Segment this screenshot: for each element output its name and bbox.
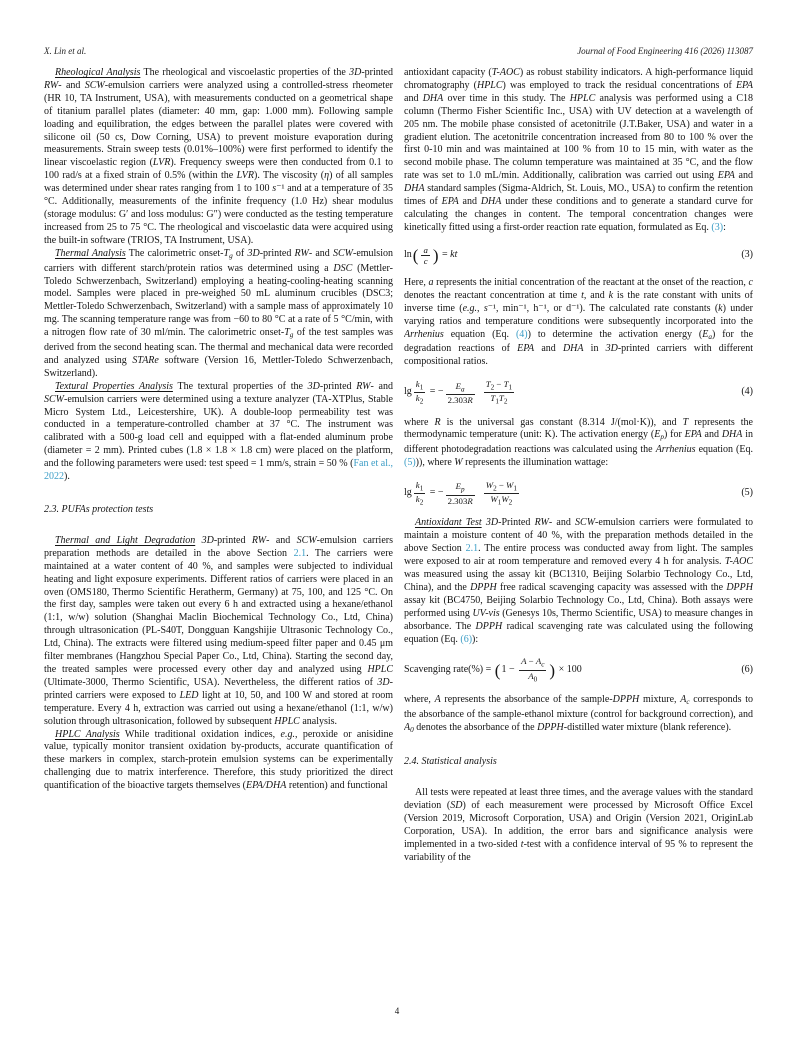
page-number: 4: [394, 1006, 400, 1016]
section-heading: 2.3. PUFAs protection tests: [44, 504, 154, 515]
math-symbol: 2: [503, 397, 508, 406]
citation-link[interactable]: 2.1: [465, 543, 479, 555]
text-run: STARe: [132, 354, 159, 366]
text-run: RW: [356, 380, 371, 392]
text-run: of the test samples was derived from the second heating scan. The thermal and mechanical data were recorded and analyzed using: [44, 327, 393, 366]
text-run: 3D: [307, 380, 320, 392]
fraction: [421, 245, 429, 267]
math-symbol: T: [503, 379, 509, 390]
text-run: 3D: [349, 67, 362, 78]
text-run: represents the illumination wattage:: [462, 457, 609, 469]
text-run: HPLC: [476, 79, 503, 91]
text-run: -printed: [361, 67, 393, 78]
text-run: where,: [404, 693, 435, 705]
math-symbol: T: [490, 393, 496, 404]
text-run: ) of all samples was determined under shear rates ranging from 1 to 100: [44, 170, 393, 195]
text-run: Textural Properties Analysis: [55, 380, 173, 392]
math-symbol: 2: [490, 383, 495, 392]
text-run: e.g.: [462, 302, 478, 314]
text-run: SCW: [44, 393, 64, 405]
text-run: A: [404, 721, 411, 733]
equation-number: (6): [741, 663, 753, 675]
text-run: DPPH: [470, 581, 497, 593]
text-run: ) for: [663, 429, 685, 441]
text-run: antioxidant capacity (: [404, 67, 492, 78]
text-run: Here,: [404, 276, 429, 288]
text-run: ) of each measurement were processed by Microsoft Office Excel (Version 2019, Microsoft Corporation, USA) and Origin (Version 2021, OriginLab Corporation, USA). In addition, the error bars and significance analysis were implemented in a two-sided: [404, 800, 753, 850]
text-run: software (Version 16, Mettler-Toledo Schwerzenbach, Switzerland).: [44, 354, 393, 379]
text-run: -emulsion carriers were determined using a texture analyzer (TA-XTPlus, Stable Micro System Ltd., Leicestershire, UK). A double-loop permeability test was conducted in a temperature-controlled chamber at 37 °C. The instrument was calibrated with a 500-g load cell and equipped with a flat-ended aluminum probe (diameter = 2 mm). Printed cubes (1.8 × 1.8 × 1.8 cm) were placed on the platform, and the following parameters were used: test speed = 1 mm/s, strain = 50 % (: [44, 393, 393, 470]
text-run: equation (Eq.: [443, 328, 516, 340]
text-run: The rheological and viscoelastic properties of the: [140, 67, 350, 78]
text-run: where: [404, 416, 435, 428]
text-run: c: [748, 276, 753, 288]
math-symbol: × 100: [556, 663, 582, 675]
equation: [404, 656, 753, 683]
math-symbol: 2: [493, 484, 497, 493]
text-run: SCW: [296, 534, 317, 546]
text-run: ). Frequency sweeps were then conducted from 0.1 to 100 rad/s at a fixed strain of 0.5% (within the: [44, 157, 393, 182]
math-symbol: k: [415, 480, 420, 491]
text-run: ) under varying ratios and temperature conditions were subsequently incorporated into the: [404, 302, 753, 327]
text-run: 3D: [605, 343, 618, 355]
fraction: [446, 381, 475, 406]
text-run: corresponds to the absorbance of the sample-ethanol mixture (control for background correction), and: [404, 693, 753, 720]
fraction: [519, 656, 546, 683]
text-run: RW: [534, 517, 549, 529]
paragraph: [404, 517, 753, 646]
text-run: -test with a confidence interval of 95 % to represent the variability of the: [404, 839, 753, 863]
text-run: ) for the degradation reactions of: [404, 328, 753, 355]
math-symbol: 1: [495, 397, 499, 406]
text-run: T: [223, 247, 230, 259]
math-symbol: 1: [497, 498, 502, 507]
citation-link[interactable]: 2.1: [293, 547, 307, 559]
text-run: in: [583, 343, 606, 355]
text-columns: [44, 67, 753, 1015]
paragraph: [44, 729, 393, 794]
math-symbol: = −: [427, 487, 444, 499]
text-run: s: [272, 183, 277, 195]
math-symbol: A: [535, 656, 542, 667]
text-run: DSC: [333, 262, 353, 274]
right-column: [404, 67, 753, 1015]
text-run: LVR: [236, 170, 254, 182]
fraction: [484, 379, 514, 406]
text-run: - and: [548, 517, 576, 529]
text-run: SCW: [575, 517, 596, 529]
text-run: - and: [308, 247, 333, 259]
text-run: DPPH: [475, 620, 503, 632]
text-run: The calorimetric onset-: [125, 247, 224, 259]
fraction: [446, 481, 475, 506]
text-run: η: [324, 170, 330, 182]
text-run: is the rate constant with units of inverse time (: [404, 289, 753, 314]
text-run: The textural properties of the: [172, 380, 308, 392]
text-run: analysis.: [299, 715, 338, 727]
text-run: free radical scavenging capacity was assessed with the: [496, 581, 727, 593]
math-symbol: c: [423, 256, 428, 267]
math-symbol: 2: [419, 397, 424, 406]
math-symbol: 2: [508, 498, 513, 507]
text-run: assay kit (BC4750, Beijing Solarbio Technology Co., Ltd, China). Both assays were performed using: [404, 594, 753, 619]
text-run: -printed: [213, 534, 252, 546]
text-run: RW: [251, 534, 267, 546]
parenthesis: (: [412, 246, 419, 266]
text-run: EPA: [441, 196, 459, 208]
text-run: -emulsion carriers were formulated to maintain a moisture content of 40 %, with the preparation methods detailed in the above Section: [404, 517, 753, 555]
text-run: ⁻¹: [276, 183, 285, 195]
text-run: represents the thermodynamic temperature (unit: K). The activation energy (: [404, 416, 753, 441]
text-run: in different photodegradation reactions was calculated using the: [404, 429, 753, 456]
math-symbol: E: [455, 481, 462, 492]
math-symbol: W: [490, 494, 498, 505]
math-symbol: W: [485, 480, 494, 491]
math-symbol: p: [461, 485, 465, 494]
text-run: HPLC: [274, 715, 300, 727]
math-symbol: 2.303: [447, 394, 468, 405]
text-run: T: [682, 416, 689, 428]
parenthesis: ): [549, 660, 556, 680]
math-symbol: R: [467, 495, 473, 506]
text-run: Thermal Analysis: [55, 247, 126, 259]
text-run: T-AOC: [724, 556, 753, 568]
text-run: radical scavenging rate was calculated using the following equation (Eq.: [404, 620, 753, 645]
text-run: ) to determine the activation energy (: [527, 328, 703, 340]
math-symbol: E: [455, 380, 462, 391]
text-run: Antioxidant Test: [415, 517, 482, 529]
text-run: mixture,: [639, 693, 681, 705]
parenthesis: ): [432, 246, 439, 266]
text-run: SCW: [84, 79, 105, 91]
text-run: ⁻¹, min⁻¹, h⁻¹, or d⁻¹). The calculated rate constants (: [487, 302, 719, 314]
math-symbol: =: [439, 249, 451, 261]
text-run: LED: [179, 689, 199, 701]
text-run: p: [660, 432, 664, 442]
text-run: -emulsion carriers preparation methods are detailed in the above Section: [44, 534, 393, 559]
equation-body: [404, 245, 457, 267]
text-run: HPLC: [367, 663, 393, 675]
text-run: retention) and functional: [286, 780, 388, 792]
equation-body: [404, 379, 516, 406]
text-run: , and: [583, 289, 609, 301]
math-symbol: kt: [450, 249, 458, 261]
text-run: EPA/DHA: [245, 780, 287, 792]
equation-number: (5): [741, 487, 753, 499]
text-run: is the universal gas constant (8.314 J/(mol·K)), and: [440, 416, 683, 428]
math-symbol: a: [423, 244, 428, 255]
citation-link[interactable]: Fan et al., 2022: [44, 458, 393, 483]
text-run: analysis was performed using a C18 column (Thermo Fisher Scientific Inc., USA) with UV detection at a wavelength of 205 nm. The mobile phase consisted of acetonitrile (J.T.Baker, USA) and water in a gradient elution. The acetonitrile concentration increased from 80 to 100 % over the first 0-10 min and was maintained at 100 % from 10 to 15 min, with water as the second mobile phase. The column temperature was maintained at 35 °C, and the flow rate was set to 1.0 mL/min. Additionally, calibration was carried out using: [404, 92, 753, 182]
fraction: [414, 480, 426, 507]
paragraph: [44, 381, 393, 484]
text-run: was measured using the assay kit (BC1310, Beijing Solarbio Technology Co., Ltd, China), and the: [404, 569, 753, 593]
text-run: (Genesys 10s, Thermo Scientific, USA) to measure changes in absorbance. The: [404, 607, 753, 632]
math-symbol: 1: [419, 383, 424, 392]
equation-number: (3): [741, 249, 753, 261]
text-run: s: [483, 302, 488, 314]
citation-link[interactable]: (4): [515, 328, 528, 340]
math-symbol: T: [498, 393, 504, 404]
text-run: c: [686, 696, 690, 706]
text-run: denotes the absorbance of the: [413, 721, 538, 733]
text-run: and: [534, 343, 563, 355]
text-run: and: [734, 170, 753, 182]
text-run: 3D: [201, 534, 214, 546]
text-run: )), where: [415, 457, 455, 469]
text-run: Thermal and Light Degradation: [55, 534, 196, 546]
text-run: T: [284, 327, 290, 339]
text-run: represents the initial concentration of the reactant at the onset of the reaction,: [433, 276, 749, 288]
text-run: DPPH: [612, 693, 640, 705]
paragraph: [404, 787, 753, 864]
text-run: DHA: [422, 92, 444, 104]
text-run: a: [708, 331, 712, 341]
fraction: [484, 480, 519, 507]
math-symbol: 2: [419, 498, 424, 507]
text-run: 0: [410, 724, 414, 734]
text-run: k: [608, 289, 614, 301]
fraction: [414, 379, 426, 406]
math-symbol: 1: [513, 484, 517, 493]
parenthesis: (: [494, 660, 501, 680]
text-run: LVR: [152, 157, 171, 169]
text-run: R: [434, 416, 441, 428]
running-author: X. Lin et al.: [44, 46, 87, 56]
text-run: -printed carriers were exposed to: [44, 676, 393, 701]
text-run: 3D: [485, 517, 499, 529]
math-symbol: lg: [404, 487, 412, 499]
text-run: over time in this study. The: [443, 92, 570, 104]
text-run: A: [434, 693, 441, 705]
text-run: and: [404, 92, 423, 104]
text-run: ):: [472, 633, 479, 645]
text-run: 3D: [377, 676, 390, 688]
paragraph: [44, 248, 393, 381]
math-symbol: c: [541, 660, 545, 669]
text-run: :: [723, 221, 726, 233]
text-run: - and: [266, 534, 297, 546]
text-run: ,: [477, 302, 484, 314]
math-symbol: W: [501, 494, 509, 505]
running-header: [44, 46, 753, 56]
text-run: - and: [58, 79, 85, 91]
math-symbol: k: [415, 494, 420, 505]
math-symbol: −: [496, 480, 507, 491]
math-symbol: −: [494, 379, 504, 390]
text-run: , peroxide or anisidine value, typically monitor transient oxidation by-products, accurate quantification of these markers in complex, starch-protein emulsion systems can be experimentally challenging due to matrix interference. Therefore, this study prioritized the direct quantification of the bioactive targets themselves (: [44, 728, 393, 792]
text-run: DPPH: [726, 581, 753, 593]
text-run: EPA: [517, 343, 535, 355]
text-run: . The carriers were maintained at a water content of 40 %, and samples were subjected to individual heating and light exposure experiments. Different ratios of carriers were placed in an oven (OMS180, Thermo Scientific Heratherm, Germany) at 75, 100, and 125 °C. On the first day, samples were taken out every 6 h and extracted using a hexane/ethanol (1:1, w/w) solution (Shanghai Maclin Biochemical Technology Co., Ltd, China) through ultrasonication (PL-S40T, Dongguan Kangshijie Ultrasonic Technology Co., Ltd, China). The extracts were filtered using medium-speed filter paper and 0.45 μm filter membranes (Hangzhou Special Paper Co., Ltd, China). Starting the second day, the treated samples were processed every other day and analyzed using: [44, 547, 393, 675]
text-run: ). The viscosity (: [254, 170, 325, 182]
text-run: under these conditions and to generate a standard curve for calculating the changes in content. The temporal concentration changes were kinetically fitted using a first-order reaction rate equation, formulated as Eq.: [404, 196, 753, 233]
text-run: a: [428, 276, 434, 288]
text-run: Arrhenius: [655, 444, 696, 456]
text-run: Arrhenius: [404, 328, 444, 340]
text-run: ) was employed to track the residual concentrations of: [502, 79, 736, 91]
text-run: and at a temperature of 35 °C. Additionally, measurements of the infinite frequency (1.0 Hz) shear modulus (storage modulus: G′ and loss modulus: G″) were conducted as the testing temperature increased from 25 to 75 °C. The rheological and viscoelastic data were acquired using the built-in software (TRIOS, TA Instrument, USA).: [44, 183, 393, 246]
text-run: -Printed: [498, 517, 535, 529]
math-symbol: 2.303: [447, 495, 468, 506]
text-run: (Mettler-Toledo Schwerzenbach, Switzerland) employing a heating-cooling-heating scanning model. Samples were placed in pre-weighed 50 mL aluminum crucibles (DSC3; Mettler-Toledo Schwerzenbach, Switzerland) with a sample mass of approximately 10 mg. The scanning temperature range was from −60 to 80 °C at a rate of 5 °C/min, with a nitrogen flow rate of 30 ml/min. The calorimetric onset-: [44, 262, 393, 339]
text-run: UV-vis: [472, 607, 500, 619]
equation: [404, 379, 753, 406]
text-run: denotes the reactant concentration at time: [404, 289, 582, 301]
math-symbol: 1: [419, 484, 424, 493]
text-run: EPA: [735, 79, 753, 91]
section-heading: 2.4. Statistical analysis: [404, 756, 497, 768]
text-run: T-AOC: [491, 67, 520, 78]
text-run: EPA: [717, 170, 735, 182]
math-symbol: A: [521, 656, 527, 667]
text-run: e.g.: [280, 728, 295, 740]
text-run: DHA: [480, 196, 502, 208]
text-run: -printed: [319, 380, 357, 392]
paragraph: [404, 277, 753, 369]
citation-link[interactable]: (5): [404, 457, 416, 469]
text-run: -emulsion carriers were analyzed using a controlled-stress rheometer (HR 10, TA Instrument, USA), with measurements conducted on a geometrical shape of titanium parallel plates (diameter: 40 mm, gap: 1.000 mm). Following sample loading and equilibration, the edges between the parallel plates were covered with silicone oil (50 cs, Dow Corning, USA) to prevent moisture evaporation during measurements. Strain sweep tests (0.01%–100%) were first performed to identify the linear viscoelastic region (: [44, 79, 393, 169]
text-run: equation (Eq.: [695, 444, 753, 456]
text-run: DPPH: [537, 721, 564, 733]
equation: [404, 480, 753, 507]
text-run: ).: [64, 471, 70, 483]
math-symbol: 1 −: [501, 663, 518, 675]
text-run: t: [520, 839, 524, 850]
text-run: A: [680, 693, 687, 705]
text-run: ) as robust stability indicators. A high-performance liquid chromatography (: [404, 67, 753, 91]
text-run: represents the absorbance of the sample-: [440, 693, 613, 705]
text-run: 3D: [247, 247, 260, 259]
math-symbol: Scavenging rate(%) =: [404, 663, 494, 675]
text-run: -printed: [259, 247, 295, 259]
citation-link[interactable]: (6): [460, 633, 473, 645]
text-run: (Ultimate-3000, Thermo Scientific, USA). Nevertheless, the different ratios of: [44, 676, 378, 688]
paragraph: [404, 67, 753, 235]
text-run: DHA: [404, 183, 425, 195]
text-run: RW: [44, 79, 59, 91]
text-run: HPLC: [569, 92, 596, 104]
text-run: g: [229, 250, 233, 260]
math-symbol: T: [485, 379, 491, 390]
text-run: standard samples (Sigma-Aldrich, St. Louis, MO., USA) to confirm the retention times of: [404, 183, 753, 208]
text-run: t: [581, 289, 584, 301]
paragraph: [404, 417, 753, 471]
text-run: SD: [450, 800, 463, 812]
text-run: and: [701, 429, 722, 441]
running-journal-title: Journal of Food Engineering 416 (2026) 113087: [577, 46, 753, 56]
text-run: DHA: [562, 343, 584, 355]
text-run: All tests were repeated at least three times, and the average values with the standard deviation (: [404, 787, 753, 812]
math-symbol: 1: [508, 383, 513, 392]
equation-body: [404, 480, 521, 507]
equation: [404, 245, 753, 267]
math-symbol: k: [415, 379, 420, 390]
text-run: SCW: [332, 247, 353, 259]
text-run: EPA: [684, 429, 702, 441]
math-symbol: a: [461, 385, 465, 394]
text-run: HPLC Analysis: [55, 728, 120, 740]
text-run: -emulsion carriers with different starch/protein ratios was determined using a: [44, 247, 393, 274]
math-symbol: R: [467, 394, 473, 405]
text-run: k: [718, 302, 723, 314]
text-run: -printed carriers with different compositional ratios.: [404, 343, 753, 368]
equation-body: [404, 656, 582, 683]
text-run: - and: [370, 380, 393, 392]
text-run: and: [458, 196, 481, 208]
text-run: E: [702, 328, 709, 340]
equation-number: (4): [741, 386, 753, 398]
text-run: W: [454, 457, 463, 469]
math-symbol: k: [415, 393, 420, 404]
math-symbol: A: [528, 670, 534, 681]
math-symbol: 0: [533, 675, 538, 684]
math-symbol: W: [506, 480, 514, 491]
paragraph: [44, 67, 393, 248]
math-symbol: ln: [404, 249, 412, 261]
text-run: DHA: [721, 429, 743, 441]
math-symbol: = −: [427, 386, 444, 398]
text-run: Rheological Analysis: [55, 67, 141, 78]
paragraph: [404, 694, 753, 737]
text-run: -distilled water mixture (blank reference).: [563, 721, 732, 733]
text-run: light at 10, 50, and 100 W and stored at room temperature. Every 4 h, extraction was carried out using a hexane/ethanol (1:1, w/w) solution through ultrasonication, followed by subsequent: [44, 689, 393, 727]
text-run: E: [654, 429, 661, 441]
paragraph: [44, 535, 393, 729]
math-symbol: −: [526, 656, 536, 667]
text-run: While traditional oxidation indices,: [119, 728, 281, 740]
left-column: [44, 67, 393, 1015]
text-run: . The entire process was conducted away from light. The samples were exposed to air at room temperature and removed every 4 h for analysis.: [404, 543, 753, 568]
text-run: of: [232, 247, 248, 259]
citation-link[interactable]: (3): [711, 221, 724, 233]
text-run: g: [289, 330, 294, 340]
page-footer: [0, 1006, 794, 1016]
math-symbol: lg: [404, 386, 412, 398]
text-run: RW: [294, 247, 309, 259]
